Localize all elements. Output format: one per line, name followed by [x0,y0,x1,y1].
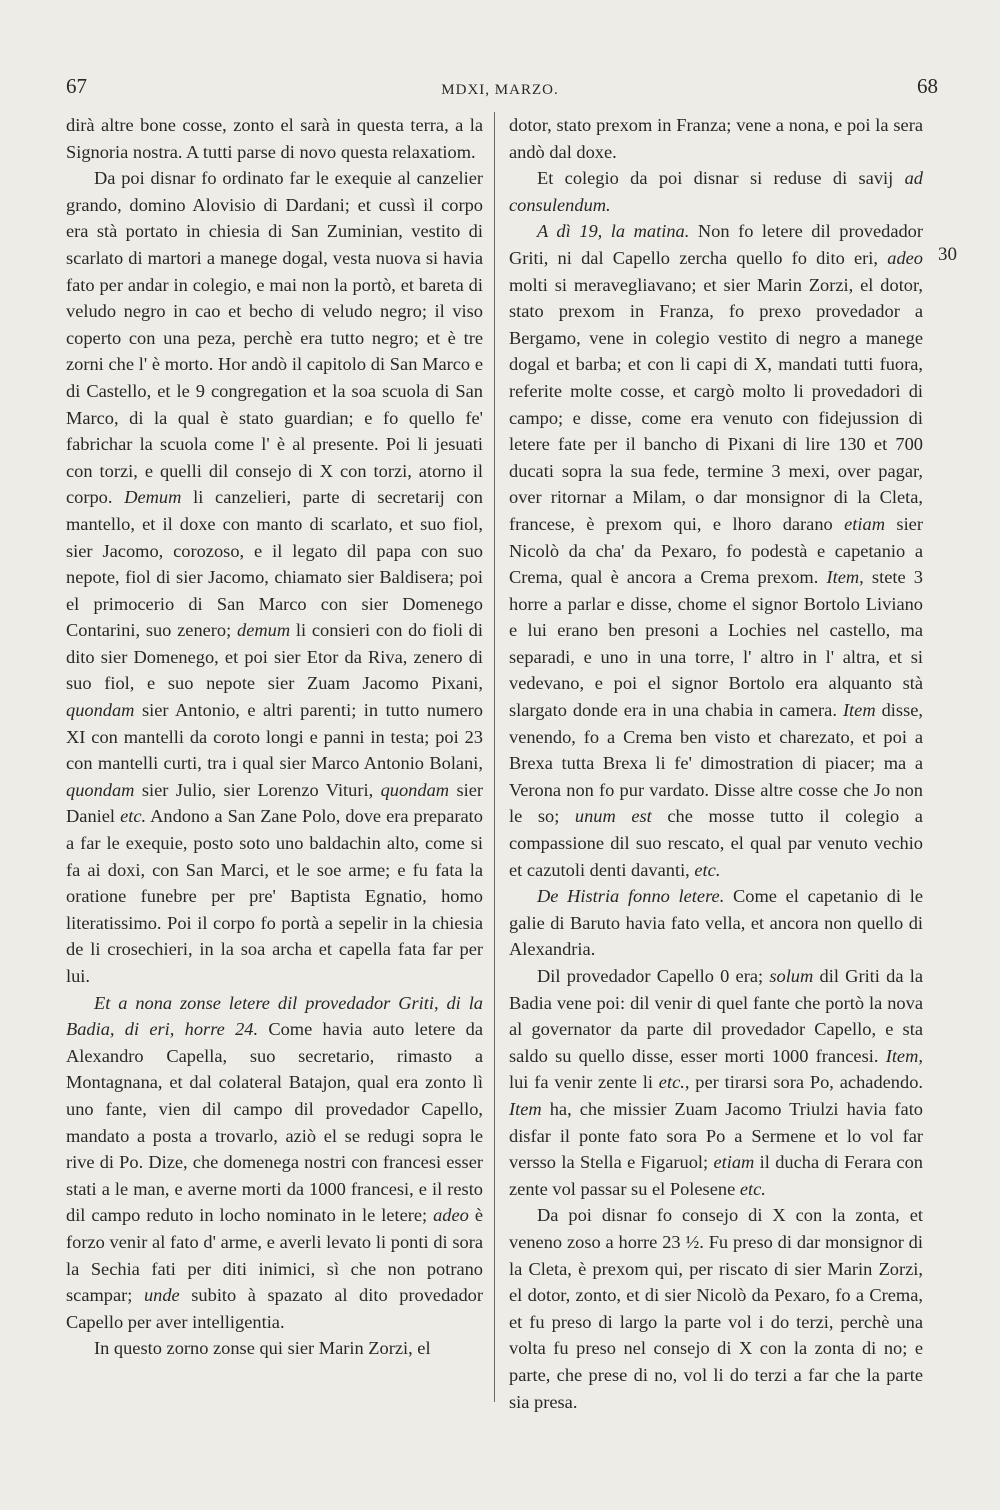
paragraph: dotor, stato prexom in Franza; vene a nona, e poi la sera andò dal doxe. [509,115,923,162]
paragraph: Da poi disnar fo consejo di X con la zonta, et veneno zoso a horre 23 ½. Fu preso di dar monsignor di la Cleta, è prexom qui, per riscato di sier Marin Zorzi, el dotor, zonto, et di sier Nicolò da Pexaro, fo a Crema, et fu preso di largo la parte vol i do terzi, perchè una volta fu preso nel consejo di X con la zonta di no; e parte, che prese di no, vol li do terzi a far che la parte sia presa. [509,1205,923,1412]
column-divider [494,112,495,1402]
paragraph: dirà altre bone cosse, zonto el sarà in questa terra, a la Signoria nostra. A tutti parse di novo questa relaxatiom. [66,115,483,162]
left-column [66,112,483,1362]
paragraph: A dì 19, la matina. Non fo letere dil provedador Griti, ni dal Capello zercha quello fo dito eri, adeo molti si meravegliavano; et sier Marin Zorzi, el dotor, stato prexom in Franza, fo prexo provedador a Bergamo, vene in colegio vestito di negro a manege dogal et barba; et con li capi di X, mandati tutti fuora, referite molte cosse, et cargò molto li provedadori di campo; e disse, come era venuto con fidejussion di letere fate per il bancho di Pixani di lire 130 et 700 ducati sopra la sua fede, termine 3 mexi, over pagar, over ritornar a Milam, o dar monsignor di la Cleta, francese, è prexom qui, e lhoro darano etiam sier Nicolò da cha' da Pexaro, fo podestà e capetanio a Crema, qual è ancora a Crema prexom. Item, stete 3 horre a parlar e disse, chome el signor Bortolo Liviano e lui erano ben presoni a Lochies nel castello, ma separadi, e uno in una torre, l' altro in l' altra, et si vedevano, e poi el signor Bortolo era alquanto stà slargato donde era in una chabia in camera. Item disse, venendo, fo a Crema ben visto et charezato, et poi a Brexa tutta Brexa li fe' dimostration di piacer; ma a Verona non fo pur vardato. Disse altre cosse che Jo non le so; unum est che mosse tutto il colegio a compassione dil suo rescato, el qual par venuto vechio et cazutoli denti davanti, etc. [509,221,923,880]
paragraph: Et a nona zonse letere dil provedador Griti, di la Badia, di eri, horre 24. Come havia auto letere da Alexandro Capella, suo secretario, rimasto a Montagnana, et dal colateral Batajon, qual era zonto lì uno fante, vien dil campo dil provedador Capello, mandato a posta a trovarlo, aziò el se redugi sopra le rive di Po. Dize, che domenega nostri con francesi esser stati a le man, e averne morti da 1000 francesi, e il resto dil campo reduto in locho nominato in le letere; adeo è forzo venir al fato d' arme, e averli levato li ponti di sora la Sechia fati per diti inimici, sì che non potrano scampar; unde subito à spazato al dito provedador Capello per aver intelligentia. [66,992,483,1332]
paragraph: Da poi disnar fo ordinato far le exequie al canzelier grando, domino Alovisio di Dardani; et cussì il corpo era stà portato in chiesia di San Zuminian, vestito di scarlato di martori a manege dogal, vesta nuova si havia fato per andar in colegio, e mai non la portò, et bareta di veludo negro in cao et becho di veludo negro; il viso coperto con una peza, perchè era tutto negro; et è tre zorni che l' è morto. Hor andò il capitolo di San Marco e di Castello, et le 9 congregation et la soa scuola di San Marco, di la qual è stato guardian; e fo quello fe' fabrichar la scuola come l' è al presente. Poi li jesuati con torzi, e quelli dil consejo di X con torzi, atorno il corpo. Demum li canzelieri, parte di secretarij con mantello, et il doxe con manto di scarlato, et suo fiol, sier Jacomo, corozoso, e il legato dil papa con suo nepote, fiol di sier Jacomo, chiamato sier Baldisera; poi el primocerio di San Marco con sier Domenego Contarini, suo zenero; demum li consieri con do fioli di dito sier Domenego, et poi sier Etor da Riva, zenero di suo fiol, e suo nepote sier Zuam Jacomo Pixani, quondam sier Antonio, e altri parenti; in tutto numero XI con mantelli da coroto longi e panni in testa; poi 23 con mantelli curti, tra i qual sier Marco Antonio Bolani, quondam sier Julio, sier Lorenzo Vituri, quondam sier Daniel etc. Andono a San Zane Polo, dove era preparato a far le exequie, posto soto uno baldachin alto, come si fa ai doxi, con San Marci, et le soe arme; e fu fata la oratione funebre per pre' Baptista Egnatio, homo literatissimo. Poi il corpo fo portà a sepelir in la chiesia de li crosechieri, in la soa archa et capella fata far per lui. [66,168,483,986]
paragraph: De Histria fonno letere. Come el capetanio di le galie di Baruto havia fato vella, et ancora non quello di Alexandria. [509,886,924,960]
right-column [509,112,923,1415]
margin-line-number: 30 [938,244,957,265]
running-title: MDXI, MARZO. [441,82,559,98]
paragraph: Dil provedador Capello 0 era; solum dil Griti da la Badia vene poi: dil venir di quel fante che portò la nova al governator da parte dil provedador Capello, e sta saldo su quello disse, esser morti 1000 francesi. Item, lui fa venir zente li etc., per tirarsi sora Po, achadendo. Item ha, che missier Zuam Jacomo Triulzi havia fato disfar il ponte fato sora Po a Sermene et lo vol far versso la Stella e Figaruol; etiam il ducha di Ferara con zente vol passar su el Polesene etc. [509,966,923,1199]
paragraph: Et colegio da poi disnar si reduse di savij ad consulendum. [509,168,923,215]
page-number-left: 67 [66,74,87,98]
paragraph: In questo zorno zonse qui sier Marin Zorzi, el [94,1338,431,1359]
page-number-right: 68 [917,74,938,98]
